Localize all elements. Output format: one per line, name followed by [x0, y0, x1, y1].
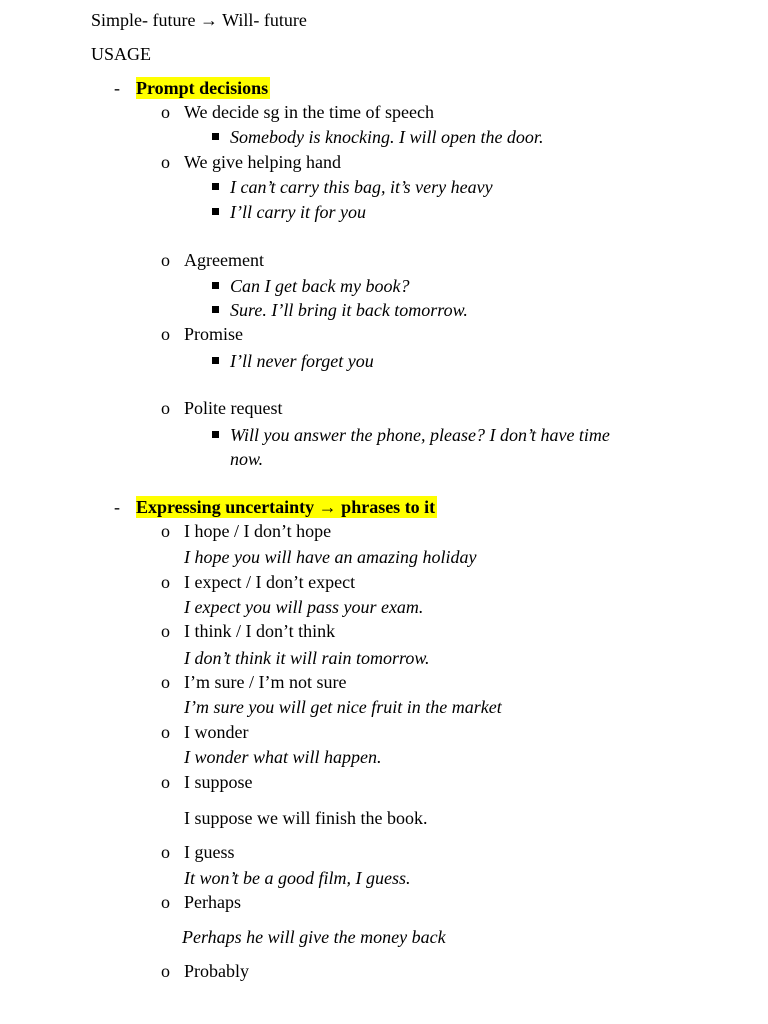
square-bullet-icon [212, 431, 219, 438]
example-text: Somebody is knocking. I will open the door. [230, 127, 544, 147]
circle-bullet-icon: o [161, 772, 170, 792]
circle-bullet-icon: o [161, 324, 170, 344]
circle-bullet-icon: o [161, 398, 170, 418]
list-item: Agreement [184, 250, 264, 270]
section2-heading: Expressing uncertainty → phrases to it [136, 497, 436, 517]
page-title: Simple- future → Will- future [91, 10, 307, 30]
list-item: We decide sg in the time of speech [184, 102, 434, 122]
square-bullet-icon [212, 282, 219, 289]
list-item: I guess [184, 842, 235, 862]
list-item: I think / I don’t think [184, 621, 336, 641]
list-item: I suppose [184, 772, 253, 792]
section1-dash: - [114, 78, 120, 98]
example-text: I wonder what will happen. [184, 747, 382, 767]
list-item: I expect / I don’t expect [184, 572, 356, 592]
circle-bullet-icon: o [161, 722, 170, 742]
list-item: We give helping hand [184, 152, 342, 172]
circle-bullet-icon: o [161, 892, 170, 912]
circle-bullet-icon: o [161, 102, 170, 122]
example-text: I suppose we will finish the book. [184, 808, 428, 828]
circle-bullet-icon: o [161, 250, 170, 270]
example-text: I expect you will pass your exam. [184, 597, 424, 617]
example-text: I’ll never forget you [230, 351, 374, 371]
usage-heading: USAGE [91, 44, 152, 64]
square-bullet-icon [212, 133, 219, 140]
section1-heading: Prompt decisions [136, 78, 269, 98]
list-item: Polite request [184, 398, 283, 418]
list-item: Promise [184, 324, 244, 344]
square-bullet-icon [212, 183, 219, 190]
example-text: now. [230, 449, 264, 469]
example-text: I hope you will have an amazing holiday [184, 547, 477, 567]
circle-bullet-icon: o [161, 152, 170, 172]
list-item: Probably [184, 961, 249, 981]
square-bullet-icon [212, 357, 219, 364]
square-bullet-icon [212, 208, 219, 215]
example-text: I’m sure you will get nice fruit in the market [184, 697, 502, 717]
example-text: It won’t be a good film, I guess. [184, 868, 411, 888]
example-text: I don’t think it will rain tomorrow. [184, 648, 430, 668]
example-text: I’ll carry it for you [230, 202, 366, 222]
example-text: Can I get back my book? [230, 276, 410, 296]
example-text: I can’t carry this bag, it’s very heavy [230, 177, 493, 197]
circle-bullet-icon: o [161, 621, 170, 641]
square-bullet-icon [212, 306, 219, 313]
example-text: Perhaps he will give the money back [182, 927, 446, 947]
circle-bullet-icon: o [161, 842, 170, 862]
list-item: Perhaps [184, 892, 241, 912]
circle-bullet-icon: o [161, 672, 170, 692]
list-item: I’m sure / I’m not sure [184, 672, 347, 692]
circle-bullet-icon: o [161, 961, 170, 981]
circle-bullet-icon: o [161, 572, 170, 592]
example-text: Will you answer the phone, please? I don’t have time [230, 425, 610, 445]
example-text: Sure. I’ll bring it back tomorrow. [230, 300, 468, 320]
list-item: I hope / I don’t hope [184, 521, 332, 541]
section2-dash: - [114, 497, 120, 517]
list-item: I wonder [184, 722, 249, 742]
circle-bullet-icon: o [161, 521, 170, 541]
